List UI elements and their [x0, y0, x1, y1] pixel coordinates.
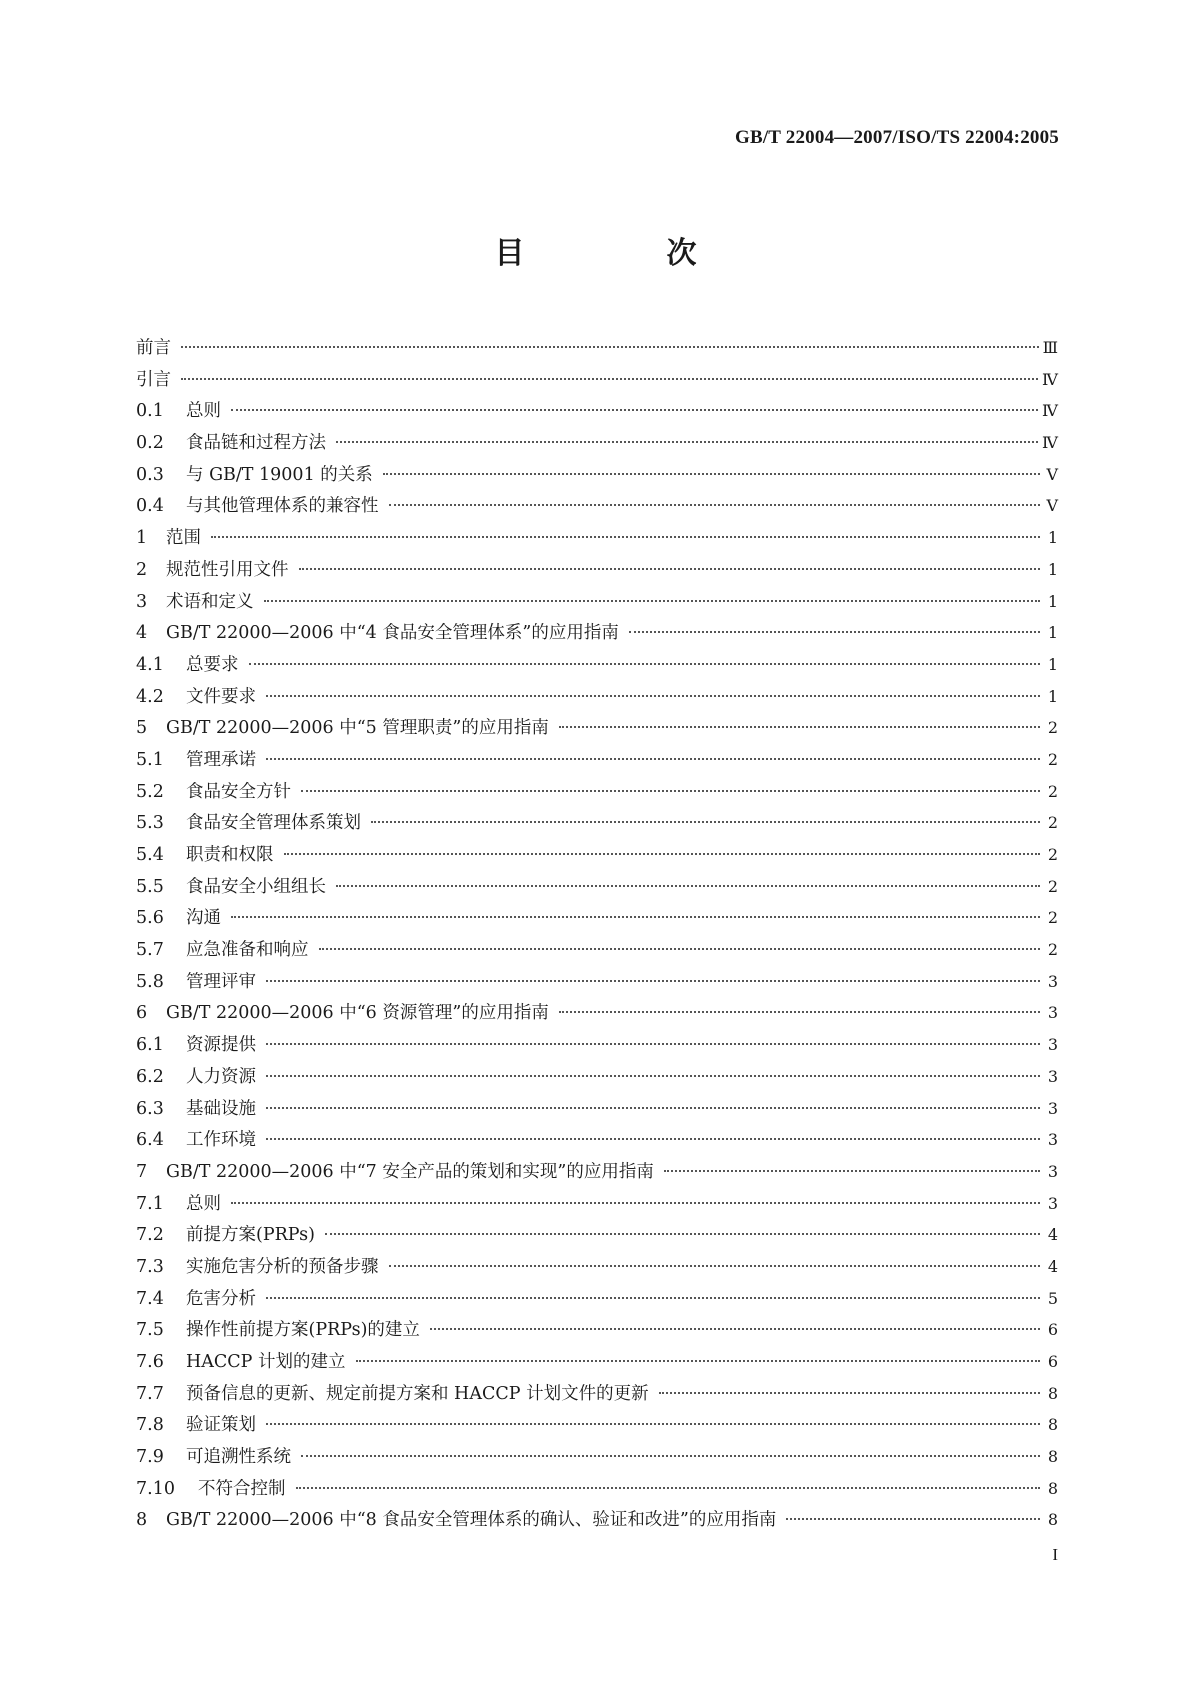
- toc-entry-page: 8: [1047, 1510, 1058, 1530]
- toc-entry-number: 7.6: [136, 1352, 164, 1372]
- toc-entry-title: 总则: [186, 401, 221, 422]
- toc-entry-page: Ⅴ: [1046, 496, 1058, 516]
- toc-entry-page: 1: [1047, 654, 1058, 674]
- toc-entry[interactable]: [136, 1061, 1058, 1093]
- toc-entry[interactable]: [136, 1504, 1058, 1536]
- toc-entry-number: 7.9: [136, 1447, 164, 1468]
- toc-dot-leader: [301, 789, 1040, 792]
- toc-entry-number: 6.2: [136, 1066, 164, 1087]
- toc-entry-page: 2: [1047, 845, 1058, 864]
- toc-entry[interactable]: [136, 1124, 1058, 1156]
- toc-entry-title: 文件要求: [186, 686, 256, 707]
- toc-entry-page: 1: [1047, 591, 1058, 611]
- toc-entry-page: 2: [1047, 781, 1058, 801]
- toc-entry-page: 6: [1047, 1320, 1058, 1340]
- standard-code: GB/T 22004—2007/ISO/TS 22004:2005: [734, 127, 1059, 148]
- toc-entry-page: 3: [1047, 1193, 1058, 1213]
- toc-entry[interactable]: [136, 1156, 1058, 1188]
- toc-dot-leader: [266, 1422, 1040, 1425]
- toc-dot-leader: [356, 1359, 1040, 1362]
- toc-entry-page: 1: [1047, 528, 1058, 548]
- toc-entry-title: 危害分析: [186, 1288, 256, 1309]
- toc-entry-number: 7.2: [136, 1225, 164, 1246]
- toc-dot-leader: [266, 979, 1040, 982]
- toc-entry-title: 引言: [136, 369, 171, 390]
- toc-dot-leader: [786, 1517, 1040, 1520]
- toc-entry[interactable]: [136, 934, 1058, 966]
- toc-entry[interactable]: [136, 459, 1058, 491]
- toc-entry[interactable]: [136, 1473, 1058, 1505]
- toc-dot-leader: [301, 1454, 1040, 1457]
- toc-entry-page: 3: [1047, 1098, 1058, 1118]
- toc-entry-number: 6.1: [136, 1035, 164, 1056]
- toc-dot-leader: [266, 1106, 1040, 1109]
- toc-dot-leader: [371, 820, 1040, 823]
- toc-dot-leader: [181, 345, 1039, 348]
- toc-entry[interactable]: [136, 427, 1058, 459]
- toc-entry-page: Ⅴ: [1046, 464, 1058, 484]
- toc-dot-leader: [266, 1137, 1040, 1140]
- toc-entry-page: 1: [1047, 686, 1058, 706]
- toc-entry-page: 2: [1047, 876, 1058, 896]
- toc-entry-page: 5: [1047, 1288, 1058, 1308]
- toc-entry-number: 7.8: [136, 1415, 164, 1436]
- toc-entry-number: 7.1: [136, 1193, 164, 1214]
- toc-entry-number: 0.2: [136, 433, 164, 454]
- toc-entry-title: 工作环境: [186, 1130, 256, 1151]
- toc-entry-number: 5.4: [136, 845, 164, 865]
- toc-entry[interactable]: [136, 490, 1058, 522]
- toc-dot-leader: [430, 1327, 1040, 1330]
- toc-entry[interactable]: [136, 1029, 1058, 1061]
- toc-dot-leader: [231, 408, 1038, 411]
- toc-entry-number: 4.2: [136, 686, 164, 707]
- toc-entry-number: 4.1: [136, 654, 164, 675]
- toc-dot-leader: [336, 884, 1040, 887]
- toc-dot-leader: [336, 440, 1038, 443]
- toc-entry-number: 6: [136, 1003, 148, 1024]
- toc-entry[interactable]: [136, 839, 1058, 871]
- toc-entry[interactable]: [136, 776, 1058, 808]
- toc-entry-number: 5.5: [136, 876, 164, 897]
- toc-entry-number: 7.10: [136, 1478, 175, 1499]
- toc-entry[interactable]: [136, 1188, 1058, 1220]
- toc-entry-title: GB/T 22000—2006 中“7 安全产品的策划和实现”的应用指南: [166, 1161, 654, 1182]
- toc-entry-title: HACCP 计划的建立: [186, 1352, 346, 1372]
- toc-entry-title: 管理评审: [186, 971, 256, 992]
- toc-entry-title: 资源提供: [186, 1035, 256, 1056]
- toc-dot-leader: [319, 947, 1041, 950]
- toc-entry-number: 5.8: [136, 971, 164, 992]
- toc-entry-title: 预备信息的更新、规定前提方案和 HACCP 计划文件的更新: [186, 1383, 649, 1404]
- toc-entry-number: 0.4: [136, 496, 164, 517]
- toc-entry[interactable]: [136, 966, 1058, 998]
- toc-dot-leader: [664, 1169, 1040, 1172]
- toc-entry-title: 管理承诺: [186, 749, 256, 770]
- toc-dot-leader: [264, 599, 1041, 602]
- toc-entry[interactable]: [136, 902, 1058, 934]
- toc-entry-title: 人力资源: [186, 1066, 256, 1087]
- toc-dot-leader: [629, 630, 1040, 633]
- toc-dot-leader: [266, 757, 1040, 760]
- toc-entry[interactable]: [136, 807, 1058, 839]
- toc-entry-title: 前言: [136, 338, 171, 358]
- toc-entry-number: 7.4: [136, 1288, 164, 1309]
- toc-entry[interactable]: [136, 554, 1058, 586]
- toc-entry-title: 规范性引用文件: [166, 559, 289, 580]
- toc-entry-number: 7: [136, 1161, 148, 1182]
- toc-entry-title: 总则: [186, 1193, 221, 1214]
- toc-entry-page: 8: [1047, 1478, 1058, 1498]
- toc-entry[interactable]: [136, 1283, 1058, 1315]
- toc-entry-number: 5.1: [136, 749, 164, 770]
- toc-dot-leader: [266, 1074, 1040, 1077]
- toc-entry-number: 7.5: [136, 1320, 164, 1341]
- toc-entry-title: 可追溯性系统: [186, 1447, 291, 1468]
- toc-entry-page: 8: [1047, 1415, 1058, 1435]
- toc-entry-title: 食品安全方针: [186, 781, 291, 802]
- toc-entry-page: Ⅳ: [1042, 369, 1058, 389]
- toc-dot-leader: [389, 503, 1041, 506]
- toc-entry-title: 应急准备和响应: [186, 940, 309, 961]
- toc-entry-page: 2: [1047, 813, 1058, 833]
- toc-entry[interactable]: [136, 1093, 1058, 1125]
- toc-entry-number: 6.3: [136, 1098, 164, 1119]
- toc-entry-page: 2: [1047, 718, 1058, 738]
- toc-dot-leader: [559, 1010, 1040, 1013]
- toc-dot-leader: [284, 852, 1041, 855]
- toc-entry-page: 3: [1047, 1161, 1058, 1181]
- toc-dot-leader: [296, 1486, 1041, 1489]
- toc-entry-title: 前提方案(PRPs): [186, 1225, 315, 1246]
- toc-entry-number: 0.1: [136, 401, 164, 422]
- toc-entry[interactable]: [136, 1378, 1058, 1410]
- toc-dot-leader: [383, 472, 1040, 475]
- toc-entry[interactable]: [136, 681, 1058, 713]
- toc-entry-title: 总要求: [186, 654, 239, 675]
- toc-entry-number: 4: [136, 623, 148, 644]
- toc-entry-page: 3: [1047, 1035, 1058, 1055]
- toc-entry-number: 5.7: [136, 940, 164, 961]
- toc-entry[interactable]: [136, 871, 1058, 903]
- toc-entry-title: 食品安全管理体系策划: [186, 813, 361, 834]
- toc-entry-page: 8: [1047, 1383, 1058, 1403]
- toc-entry[interactable]: [136, 586, 1058, 618]
- toc-entry-title: 实施危害分析的预备步骤: [186, 1256, 379, 1277]
- toc-entry-page: 2: [1047, 749, 1058, 769]
- toc-entry-number: 5.6: [136, 908, 164, 929]
- toc-entry-page: Ⅲ: [1042, 338, 1058, 357]
- toc-entry-title: 验证策划: [186, 1415, 256, 1436]
- toc-entry-number: 7.7: [136, 1383, 164, 1404]
- toc-entry-page: 1: [1047, 623, 1058, 643]
- toc-entry-page: 4: [1047, 1256, 1058, 1276]
- toc-entry-title: 食品链和过程方法: [186, 433, 326, 454]
- toc-entry[interactable]: [136, 1409, 1058, 1441]
- toc-entry-title: 沟通: [186, 908, 221, 929]
- toc-entry-number: 0.3: [136, 464, 164, 485]
- toc-entry[interactable]: [136, 712, 1058, 744]
- toc-entry-title: 职责和权限: [186, 845, 274, 865]
- toc-entry-page: 2: [1047, 940, 1058, 960]
- toc-dot-leader: [389, 1264, 1041, 1267]
- toc-dot-leader: [211, 535, 1040, 538]
- toc-entry-title: 范围: [166, 528, 201, 549]
- toc-entry[interactable]: [136, 1346, 1058, 1378]
- toc-dot-leader: [299, 567, 1041, 570]
- toc-entry-title: GB/T 22000—2006 中“6 资源管理”的应用指南: [166, 1003, 549, 1024]
- toc-dot-leader: [559, 725, 1040, 728]
- toc-entry-title: 术语和定义: [166, 591, 254, 612]
- toc-entry-page: 3: [1047, 1003, 1058, 1023]
- toc-entry[interactable]: [136, 522, 1058, 554]
- toc-dot-leader: [659, 1391, 1040, 1394]
- toc-dot-leader: [266, 694, 1040, 697]
- toc-entry-page: 2: [1047, 908, 1058, 928]
- toc-entry[interactable]: [136, 395, 1058, 427]
- toc-entry-number: 6.4: [136, 1130, 164, 1151]
- toc-entry-title: 与其他管理体系的兼容性: [186, 496, 379, 517]
- toc-entry-number: 3: [136, 591, 148, 612]
- toc-entry[interactable]: [136, 617, 1058, 649]
- toc-entry-number: 5: [136, 718, 148, 739]
- toc-dot-leader: [231, 1201, 1040, 1204]
- toc-entry-number: 7.3: [136, 1256, 164, 1277]
- toc-entry[interactable]: [136, 744, 1058, 776]
- toc-entry[interactable]: [136, 1314, 1058, 1346]
- toc-dot-leader: [181, 377, 1038, 380]
- toc-entry-number: 2: [136, 559, 148, 580]
- toc-entry[interactable]: [136, 332, 1058, 364]
- page-folio: I: [1052, 1545, 1058, 1564]
- toc-entry-title: 基础设施: [186, 1098, 256, 1119]
- toc-entry-page: 8: [1047, 1447, 1058, 1467]
- toc-entry-number: 5.2: [136, 781, 164, 802]
- toc-dot-leader: [231, 915, 1040, 918]
- table-of-contents: [136, 332, 1058, 1536]
- toc-entry-page: 3: [1047, 1130, 1058, 1150]
- toc-entry[interactable]: [136, 1219, 1058, 1251]
- toc-entry[interactable]: [136, 1441, 1058, 1473]
- toc-dot-leader: [266, 1042, 1040, 1045]
- toc-entry-title: 不符合控制: [198, 1478, 286, 1499]
- toc-entry-page: Ⅳ: [1042, 401, 1058, 421]
- toc-entry[interactable]: [136, 1251, 1058, 1283]
- page-title: 目 次: [494, 236, 753, 271]
- toc-entry-page: 6: [1047, 1352, 1058, 1371]
- toc-entry-page: Ⅳ: [1042, 433, 1058, 453]
- toc-entry-title: GB/T 22000—2006 中“4 食品安全管理体系”的应用指南: [166, 623, 619, 644]
- toc-entry-title: GB/T 22000—2006 中“5 管理职责”的应用指南: [166, 718, 549, 739]
- toc-entry-page: 4: [1047, 1225, 1058, 1245]
- toc-entry-number: 1: [136, 528, 148, 549]
- toc-entry[interactable]: [136, 364, 1058, 396]
- toc-entry-number: 8: [136, 1510, 148, 1531]
- toc-dot-leader: [249, 662, 1041, 665]
- toc-entry[interactable]: [136, 997, 1058, 1029]
- toc-entry-title: 食品安全小组组长: [186, 876, 326, 897]
- toc-dot-leader: [325, 1232, 1040, 1235]
- toc-entry-title: 与 GB/T 19001 的关系: [186, 464, 373, 485]
- toc-dot-leader: [266, 1296, 1040, 1299]
- toc-entry-page: 3: [1047, 1066, 1058, 1086]
- toc-entry-title: 操作性前提方案(PRPs)的建立: [186, 1320, 420, 1341]
- toc-entry-page: 3: [1047, 971, 1058, 991]
- toc-entry-page: 1: [1047, 559, 1058, 579]
- toc-entry-number: 5.3: [136, 813, 164, 834]
- toc-entry-title: GB/T 22000—2006 中“8 食品安全管理体系的确认、验证和改进”的应用指南: [166, 1510, 777, 1531]
- toc-entry[interactable]: [136, 649, 1058, 681]
